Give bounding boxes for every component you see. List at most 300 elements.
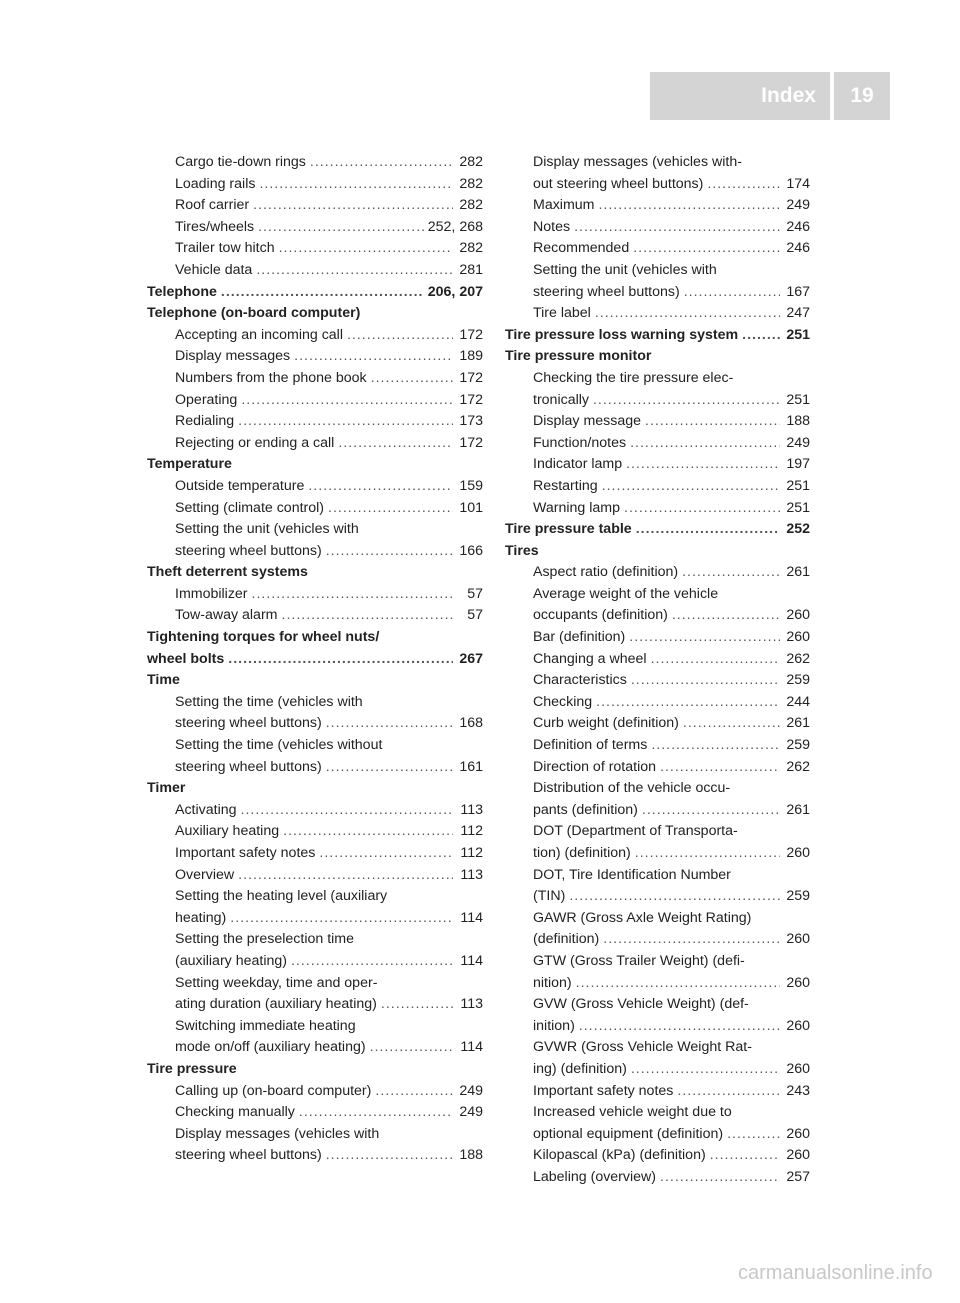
index-entry (147, 562, 483, 584)
dot-leader (338, 433, 453, 455)
dot-leader (677, 1081, 780, 1103)
index-subentry (505, 1167, 810, 1189)
entry-text: Timer (147, 780, 186, 797)
index-subentry (505, 282, 810, 304)
index-subentry (147, 1124, 483, 1146)
entry-text: Setting the heating level (auxiliary (175, 888, 388, 905)
entry-text: steering wheel buttons) (175, 1147, 322, 1164)
entry-text: Accepting an incoming call (175, 326, 343, 343)
dot-leader (347, 325, 453, 347)
entry-text: DOT (Department of Transporta- (533, 823, 738, 840)
page-ref: 243 (786, 1082, 810, 1099)
index-subentry (505, 951, 810, 973)
index-subentry (147, 605, 483, 627)
index-subentry (505, 260, 810, 282)
index-subentry (147, 973, 483, 995)
page-ref: 247 (786, 305, 810, 322)
index-entry (505, 325, 810, 347)
entry-text: Tires/wheels (175, 218, 255, 235)
index-subentry (147, 908, 483, 930)
entry-text: Direction of rotation (533, 758, 657, 775)
page-ref: 249 (459, 1104, 483, 1121)
index-subentry (505, 217, 810, 239)
index-subentry (147, 519, 483, 541)
index-subentry (505, 476, 810, 498)
dot-leader (598, 195, 780, 217)
dot-leader (631, 670, 780, 692)
entry-text: Setting the preselection time (175, 931, 355, 948)
entry-text: steering wheel buttons) (175, 542, 322, 559)
entry-text: Important safety notes (533, 1082, 674, 1099)
index-subentry (147, 951, 483, 973)
page-ref: 260 (786, 931, 810, 948)
dot-leader (660, 1167, 780, 1189)
entry-text: ing) (definition) (533, 1060, 627, 1077)
entry-text: (TIN) (533, 888, 566, 905)
entry-text: Setting weekday, time and oper- (175, 974, 378, 991)
page-ref: 251 (786, 499, 810, 516)
index-subentry (147, 735, 483, 757)
page-ref: 188 (459, 1147, 483, 1164)
index-subentry (505, 195, 810, 217)
index-entry (147, 778, 483, 800)
page-ref: 267 (459, 650, 483, 667)
dot-leader (319, 843, 453, 865)
dot-leader (326, 1145, 453, 1167)
index-subentry (505, 886, 810, 908)
page-ref: 260 (786, 1147, 810, 1164)
dot-leader (593, 390, 780, 412)
index-subentry (147, 1016, 483, 1038)
dot-leader (326, 757, 453, 779)
index-subentry (147, 476, 483, 498)
index-subentry (147, 865, 483, 887)
entry-text: Setting the time (vehicles with (175, 693, 363, 710)
entry-text: ating duration (auxiliary heating) (175, 996, 377, 1013)
entry-text: Changing a wheel (533, 650, 647, 667)
entry-text: Display messages (vehicles with (175, 1125, 380, 1142)
dot-leader (710, 1145, 780, 1167)
index-subentry (505, 1102, 810, 1124)
index-entry (147, 454, 483, 476)
entry-text: Checking manually (175, 1104, 295, 1121)
entry-text: Setting (climate control) (175, 499, 325, 516)
index-subentry (505, 1145, 810, 1167)
index-subentry (505, 1059, 810, 1081)
page-ref: 251 (786, 391, 810, 408)
dot-leader (291, 951, 453, 973)
dot-leader (221, 282, 424, 304)
entry-text: optional equipment (definition) (533, 1125, 724, 1142)
index-subentry (147, 541, 483, 563)
index-subentry (505, 908, 810, 930)
dot-leader (624, 498, 780, 520)
page-ref: 166 (459, 542, 483, 559)
entry-text: GVW (Gross Vehicle Weight) (def- (533, 996, 749, 1013)
dot-leader (252, 584, 453, 606)
index-subentry (147, 800, 483, 822)
page-ref: 114 (460, 1039, 483, 1056)
entry-text: mode on/off (auxiliary heating) (175, 1039, 366, 1056)
dot-leader (645, 411, 780, 433)
index-subentry (147, 238, 483, 260)
page-ref: 172 (459, 434, 483, 451)
entry-text: Tow-away alarm (175, 607, 278, 624)
dot-leader (375, 1081, 453, 1103)
index-subentry (147, 1037, 483, 1059)
dot-leader (253, 195, 453, 217)
index-subentry (505, 390, 810, 412)
entry-text: Overview (175, 866, 235, 883)
page-ref: 168 (459, 715, 483, 732)
entry-text: Trailer tow hitch (175, 240, 275, 257)
page-ref: 260 (786, 1125, 810, 1142)
page-ref: 114 (460, 909, 483, 926)
entry-text: Warning lamp (533, 499, 620, 516)
entry-text: out steering wheel buttons) (533, 175, 704, 192)
page-ref: 260 (786, 629, 810, 646)
page-ref: 113 (460, 996, 483, 1013)
entry-text: Operating (175, 391, 238, 408)
page-ref: 172 (459, 369, 483, 386)
page-ref: 262 (786, 650, 810, 667)
index-subentry (505, 1081, 810, 1103)
page-ref: 260 (786, 607, 810, 624)
entry-text: Roof carrier (175, 197, 250, 214)
index-subentry (147, 821, 483, 843)
index-subentry (147, 886, 483, 908)
entry-text: Time (147, 672, 180, 689)
page-ref: 282 (459, 240, 483, 257)
index-subentry (147, 713, 483, 735)
index-subentry (505, 152, 810, 174)
index-subentry (505, 843, 810, 865)
page-ref: 251 (786, 326, 810, 343)
index-entry (147, 649, 483, 671)
index-column-left (147, 152, 483, 1167)
entry-text: Setting the unit (vehicles with (533, 261, 717, 278)
watermark: carmanualsonline.info (738, 1262, 933, 1284)
entry-text: Characteristics (533, 672, 627, 689)
dot-leader (651, 735, 780, 757)
entry-text: Checking (533, 693, 593, 710)
index-entry (147, 282, 483, 304)
page-ref: 101 (459, 499, 483, 516)
dot-leader (742, 325, 780, 347)
index-subentry (505, 649, 810, 671)
entry-text: Definition of terms (533, 737, 648, 754)
dot-leader (631, 1059, 780, 1081)
entry-text: (definition) (533, 931, 600, 948)
page-ref: 174 (786, 175, 810, 192)
index-subentry (505, 1037, 810, 1059)
entry-text: Restarting (533, 477, 598, 494)
page-ref: 260 (786, 1017, 810, 1034)
index-subentry (505, 735, 810, 757)
index-subentry (505, 1016, 810, 1038)
entry-text: Checking the tire pressure elec- (533, 369, 734, 386)
entry-text: Tire pressure (147, 1060, 237, 1077)
page-ref: 57 (467, 607, 483, 624)
entry-text: Important safety notes (175, 845, 316, 861)
dot-leader (682, 562, 780, 584)
entry-text: Tightening torques for wheel nuts/ (147, 629, 380, 646)
dot-leader (308, 476, 453, 498)
entry-text: (auxiliary heating) (175, 952, 287, 969)
index-subentry (505, 713, 810, 735)
index-subentry (505, 778, 810, 800)
index-entry (147, 627, 483, 649)
entry-text: Distribution of the vehicle occu- (533, 780, 731, 797)
entry-text: Immobilizer (175, 585, 248, 602)
index-subentry (505, 757, 810, 779)
dot-leader (602, 476, 780, 498)
dot-leader (326, 541, 453, 563)
dot-leader (629, 627, 780, 649)
index-subentry (147, 260, 483, 282)
section-title: Index (650, 72, 830, 120)
entry-text: Tire pressure loss warning system (505, 326, 739, 343)
entry-text: Redialing (175, 413, 235, 430)
entry-text: tion) (definition) (533, 845, 631, 861)
entry-text: Aspect ratio (definition) (533, 564, 679, 581)
index-subentry (505, 929, 810, 951)
entry-text: Activating (175, 801, 237, 818)
entry-text: occupants (definition) (533, 607, 668, 624)
dot-leader (230, 908, 453, 930)
entry-text: Telephone (147, 283, 217, 300)
index-subentry (147, 174, 483, 196)
index-subentry (147, 1145, 483, 1167)
index-subentry (505, 1124, 810, 1146)
entry-text: GTW (Gross Trailer Weight) (defi- (533, 952, 745, 969)
dot-leader (596, 692, 780, 714)
index-subentry (147, 1102, 483, 1124)
page-ref: 197 (786, 456, 810, 473)
entry-text: Tire pressure monitor (505, 348, 652, 365)
page-ref: 172 (459, 391, 483, 408)
entry-text: Tire label (533, 305, 591, 322)
page-ref: 173 (459, 413, 483, 430)
entry-text: Rejecting or ending a call (175, 434, 335, 451)
dot-leader (241, 800, 453, 822)
index-subentry (147, 195, 483, 217)
index-subentry (505, 433, 810, 455)
index-subentry (147, 1081, 483, 1103)
dot-leader (310, 152, 453, 174)
index-subentry (505, 174, 810, 196)
entry-text: GVWR (Gross Vehicle Weight Rat- (533, 1039, 752, 1056)
index-subentry (147, 843, 483, 865)
page-ref: 167 (786, 283, 810, 300)
dot-leader (672, 605, 780, 627)
index-subentry (505, 368, 810, 390)
dot-leader (241, 390, 453, 412)
page-ref: 246 (786, 218, 810, 235)
dot-leader (238, 411, 453, 433)
index-subentry (505, 670, 810, 692)
page-ref: 261 (786, 564, 810, 581)
dot-leader (603, 929, 780, 951)
dot-leader (574, 217, 780, 239)
dot-leader (660, 757, 780, 779)
index-subentry (505, 800, 810, 822)
entry-text: inition) (533, 1017, 575, 1034)
page-ref: 188 (786, 413, 810, 430)
index-subentry (505, 498, 810, 520)
index-subentry (505, 994, 810, 1016)
index-subentry (505, 584, 810, 606)
page-ref: 189 (459, 348, 483, 365)
page-ref: 112 (460, 845, 483, 861)
dot-leader (576, 973, 780, 995)
page-ref: 282 (459, 197, 483, 214)
entry-text: Outside temperature (175, 477, 305, 494)
index-subentry (147, 929, 483, 951)
page-ref: 249 (786, 434, 810, 451)
dot-leader (635, 843, 780, 865)
entry-text: Numbers from the phone book (175, 369, 367, 386)
dot-leader (371, 368, 453, 390)
page-ref: 172 (459, 326, 483, 343)
index-subentry (147, 152, 483, 174)
entry-text: steering wheel buttons) (175, 715, 322, 732)
index-subentry (505, 627, 810, 649)
entry-text: tronically (533, 391, 589, 408)
entry-text: steering wheel buttons) (533, 283, 680, 300)
entry-text: Display messages (175, 348, 291, 365)
dot-leader (633, 238, 780, 260)
index-subentry (505, 303, 810, 325)
entry-text: Loading rails (175, 175, 256, 192)
entry-text: Average weight of the vehicle (533, 585, 719, 602)
index-subentry (505, 821, 810, 843)
dot-leader (636, 519, 780, 541)
entry-text: wheel bolts (147, 650, 225, 667)
index-subentry (147, 433, 483, 455)
entry-text: Display message (533, 413, 642, 430)
page-ref: 113 (460, 866, 483, 883)
index-subentry (147, 346, 483, 368)
index-subentry (505, 973, 810, 995)
entry-text: Display messages (vehicles with- (533, 154, 742, 170)
index-subentry (505, 411, 810, 433)
page-ref: 249 (459, 1082, 483, 1099)
page-ref: 281 (459, 261, 483, 278)
entry-text: Cargo tie-down rings (175, 154, 306, 170)
entry-text: Increased vehicle weight due to (533, 1104, 732, 1121)
entry-text: Tires (505, 542, 539, 559)
index-subentry (147, 368, 483, 390)
page-ref: 282 (459, 175, 483, 192)
dot-leader (381, 994, 453, 1016)
dot-leader (228, 649, 453, 671)
index-subentry (505, 692, 810, 714)
page-ref: 252 (786, 521, 810, 538)
page-ref: 113 (460, 801, 483, 818)
dot-leader (569, 886, 780, 908)
dot-leader (259, 174, 453, 196)
page-ref: 206, 207 (427, 283, 483, 300)
index-subentry (147, 390, 483, 412)
index-subentry (505, 454, 810, 476)
entry-text: Indicator lamp (533, 456, 623, 473)
dot-leader (579, 1016, 780, 1038)
page-ref: 260 (786, 974, 810, 991)
index-subentry (505, 238, 810, 260)
dot-leader (651, 649, 780, 671)
index-subentry (147, 994, 483, 1016)
page-ref: 260 (786, 845, 810, 861)
entry-text: Recommended (533, 240, 630, 257)
page-ref: 259 (786, 737, 810, 754)
dot-leader (328, 498, 453, 520)
entry-text: heating) (175, 909, 227, 926)
dot-leader (642, 800, 780, 822)
entry-text: Auxiliary heating (175, 823, 280, 840)
index-entry (147, 1059, 483, 1081)
index-entry (147, 670, 483, 692)
page-ref: 259 (786, 888, 810, 905)
index-subentry (505, 562, 810, 584)
index-subentry (147, 692, 483, 714)
index-subentry (147, 584, 483, 606)
dot-leader (283, 821, 453, 843)
index-subentry (147, 498, 483, 520)
index-subentry (147, 757, 483, 779)
entry-text: nition) (533, 974, 572, 991)
dot-leader (279, 238, 453, 260)
page-ref: 159 (459, 477, 483, 494)
dot-leader (299, 1102, 453, 1124)
index-entry (147, 303, 483, 325)
index-subentry (505, 865, 810, 887)
dot-leader (282, 605, 454, 627)
page-ref: 282 (459, 154, 483, 170)
dot-leader (326, 713, 453, 735)
index-subentry (147, 325, 483, 347)
entry-text: Theft deterrent systems (147, 564, 308, 581)
entry-text: Bar (definition) (533, 629, 626, 646)
entry-text: Vehicle data (175, 261, 253, 278)
page-ref: 249 (786, 197, 810, 214)
entry-text: Curb weight (definition) (533, 715, 679, 732)
page-ref: 259 (786, 672, 810, 689)
entry-text: Setting the time (vehicles without (175, 737, 383, 754)
entry-text: Telephone (on-board computer) (147, 305, 361, 322)
page-number: 19 (834, 72, 890, 120)
page-ref: 257 (786, 1168, 810, 1185)
index-subentry (147, 411, 483, 433)
page-ref: 261 (786, 715, 810, 732)
entry-text: Temperature (147, 456, 232, 473)
index-subentry (505, 605, 810, 627)
dot-leader (256, 260, 453, 282)
dot-leader (370, 1037, 453, 1059)
index-column-right (505, 152, 810, 1189)
entry-text: GAWR (Gross Axle Weight Rating) (533, 909, 752, 926)
entry-text: Notes (533, 218, 571, 235)
page-ref: 246 (786, 240, 810, 257)
entry-text: Tire pressure table (505, 521, 632, 538)
page-ref: 57 (467, 585, 483, 602)
page-ref: 261 (786, 801, 810, 818)
page-ref: 161 (459, 758, 483, 775)
index-entry (505, 346, 810, 368)
dot-leader (630, 433, 780, 455)
entry-text: Setting the unit (vehicles with (175, 521, 359, 538)
index-subentry (147, 217, 483, 239)
